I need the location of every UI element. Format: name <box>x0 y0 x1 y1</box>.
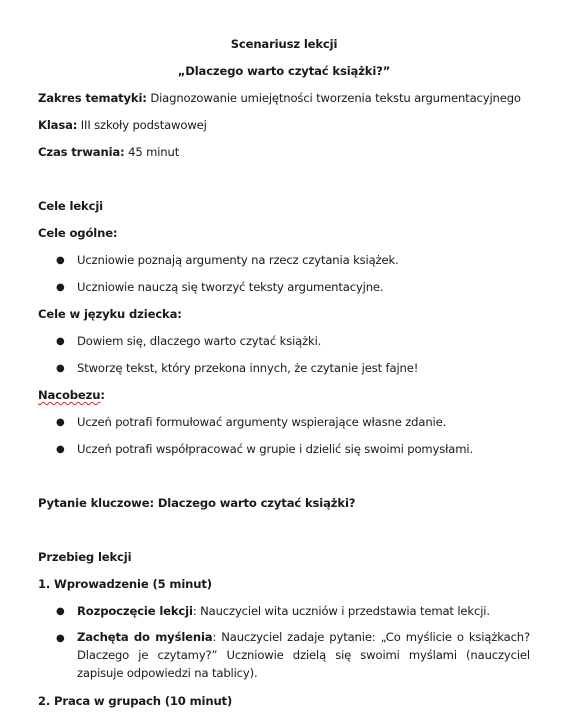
course-heading: Przebieg lekcji <box>38 550 132 564</box>
list-item: Zachęta do myślenia: Nauczyciel zadaje pytanie: „Co myślicie o książkach? Dlaczego je czytamy?” Uczniowie dzielą się swoimi myślami (nauczyciel zapisuje odpowiedzi na tablicy). <box>77 630 530 680</box>
bullet-icon: ● <box>56 633 65 644</box>
bullet-icon: ● <box>56 255 65 266</box>
bullet-icon: ● <box>56 363 65 374</box>
section-2-heading: 2. Praca w grupach (10 minut) <box>38 694 233 708</box>
child-goals-heading: Cele w języku dziecka: <box>38 307 182 321</box>
duration-line: Czas trwania: 45 minut <box>38 145 180 159</box>
spellcheck-underline: Nacobezu <box>38 388 101 402</box>
list-item: Uczeń potrafi formułować argumenty wspierające własne zdanie. <box>77 415 447 429</box>
section-1-heading: 1. Wprowadzenie (5 minut) <box>38 577 212 591</box>
general-goals-heading: Cele ogólne: <box>38 226 118 240</box>
bullet-icon: ● <box>56 606 65 617</box>
list-item: Dowiem się, dlaczego warto czytać książki. <box>77 334 322 348</box>
nacobezu-heading: Nacobezu: <box>38 388 105 402</box>
document-title: Scenariusz lekcji <box>230 37 338 51</box>
goals-heading: Cele lekcji <box>38 199 103 213</box>
list-item: Uczniowie poznają argumenty na rzecz czytania książek. <box>77 253 399 267</box>
bullet-icon: ● <box>56 282 65 293</box>
bullet-icon: ● <box>56 444 65 455</box>
list-item: Uczeń potrafi współpracować w grupie i dzielić się swoimi pomysłami. <box>77 442 473 456</box>
list-item: Stworzę tekst, który przekona innych, że czytanie jest fajne! <box>77 361 419 375</box>
list-item: Rozpoczęcie lekcji: Nauczyciel wita uczniów i przedstawia temat lekcji. <box>77 604 490 618</box>
lesson-topic-title: „Dlaczego warto czytać książki?” <box>177 64 391 78</box>
topic-scope-line: Zakres tematyki: Diagnozowanie umiejętności tworzenia tekstu argumentacyjnego <box>38 91 521 105</box>
list-item: Uczniowie nauczą się tworzyć teksty argumentacyjne. <box>77 280 384 294</box>
bullet-icon: ● <box>56 417 65 428</box>
bullet-icon: ● <box>56 336 65 347</box>
key-question: Pytanie kluczowe: Dlaczego warto czytać książki? <box>38 496 356 510</box>
class-line: Klasa: III szkoły podstawowej <box>38 118 207 132</box>
